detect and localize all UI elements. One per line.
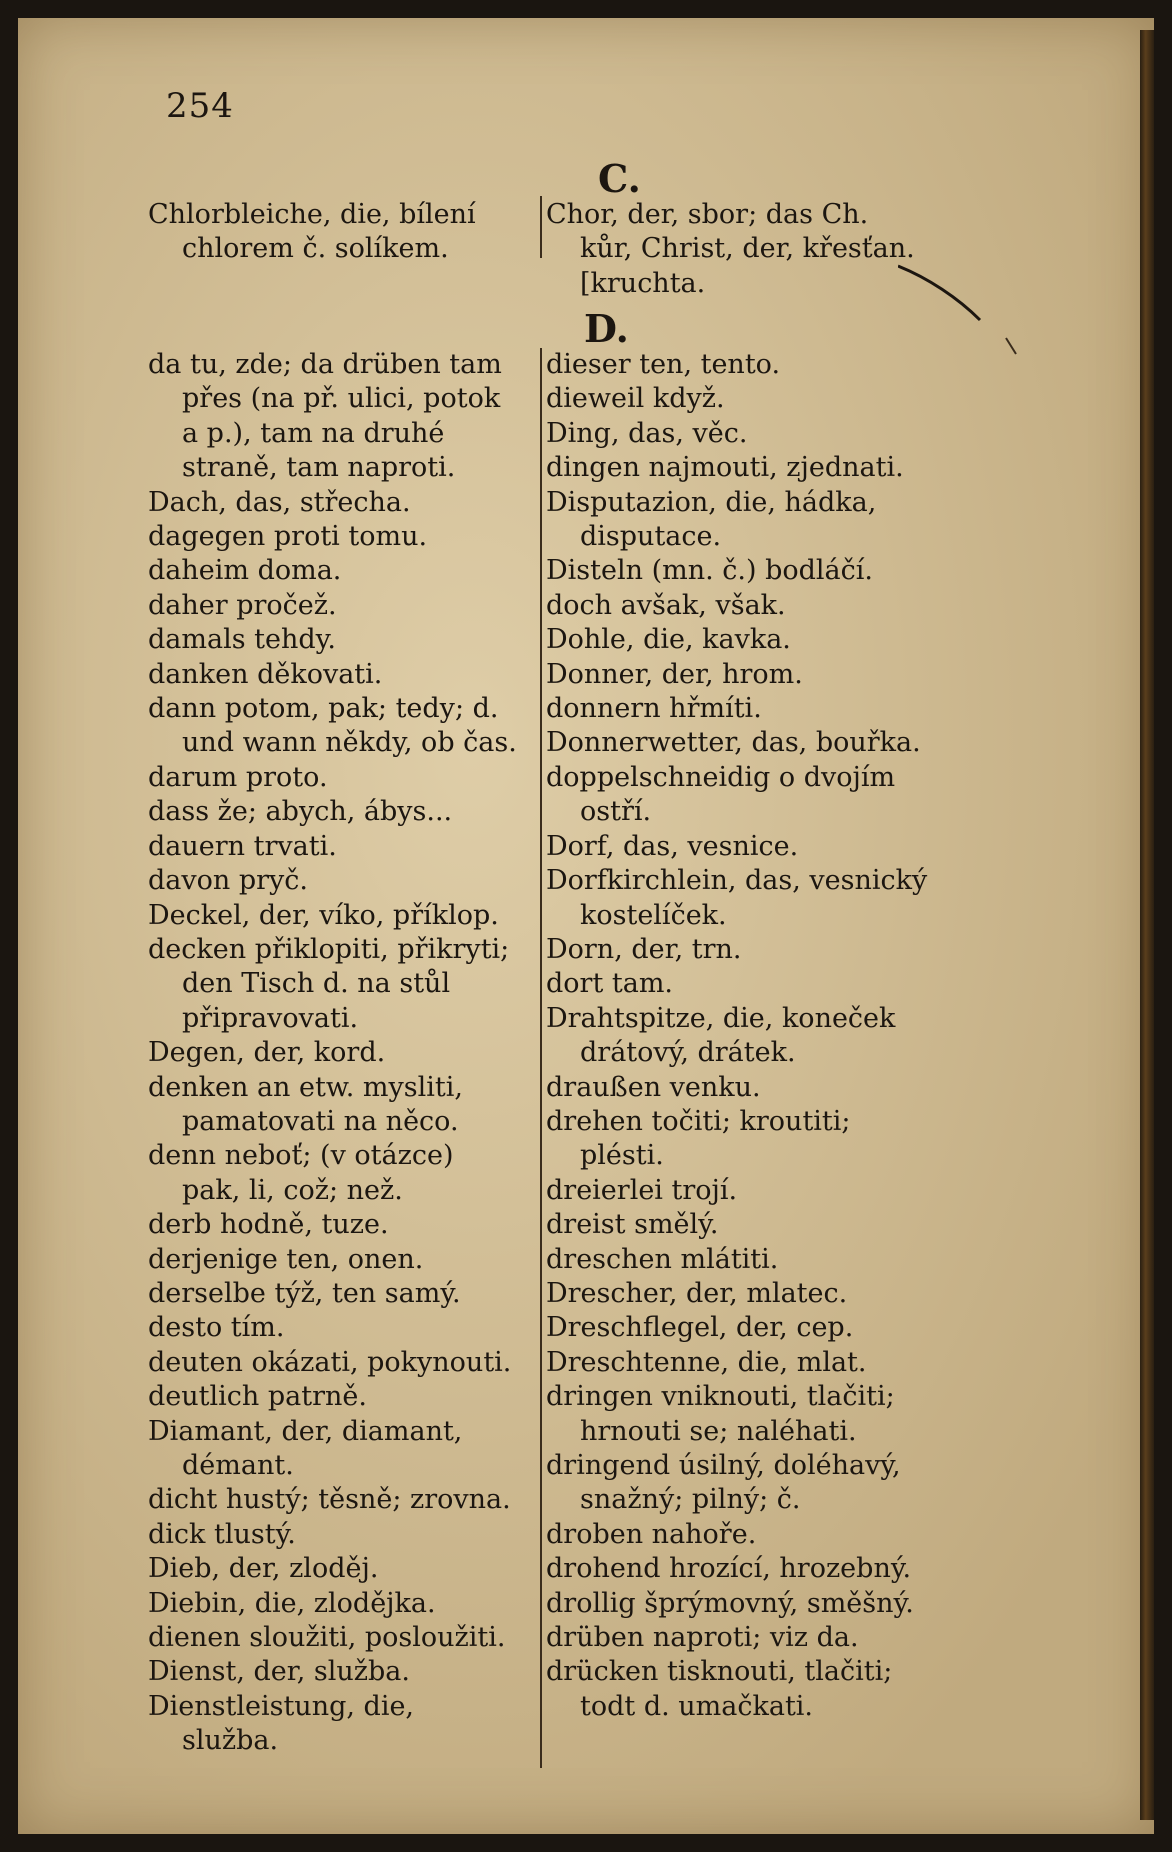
dictionary-entry: Dreschtenne, die, mlat.: [546, 1346, 867, 1378]
dictionary-entry: dreist smělý.: [546, 1209, 719, 1241]
dictionary-entry: deuten okázati, pokynouti.: [148, 1346, 512, 1378]
dictionary-entry: Diebin, die, zlodějka.: [148, 1587, 436, 1619]
dictionary-entry: Disputazion, die, hádka, disputace.: [546, 486, 877, 553]
dictionary-entry: drücken tisknouti, tlačiti; todt d. umačkati.: [546, 1656, 893, 1722]
dictionary-entry: da tu, zde; da drüben tam přes (na př. ulici, potok a p.), tam na druhé straně, tam naproti.: [148, 349, 502, 484]
section-d-left-column: [148, 348, 518, 1759]
section-c-right-column: [546, 198, 928, 301]
dictionary-entry: Ding, das, věc.: [546, 417, 748, 449]
dictionary-entry: dort tam.: [546, 968, 674, 1000]
dictionary-entry: desto tím.: [148, 1312, 285, 1344]
column-divider: [540, 196, 542, 258]
dictionary-entry: drollig šprýmovný, směšný.: [546, 1587, 914, 1619]
section-d-right-column: [546, 348, 928, 1724]
dictionary-entry: darum proto.: [148, 761, 328, 793]
dictionary-entry: dingen najmouti, zjednati.: [546, 452, 904, 484]
dictionary-entry: Chlorbleiche, die, bílení chlorem č. solíkem.: [148, 199, 476, 265]
dictionary-entry: drehen točiti; kroutiti; plésti.: [546, 1105, 851, 1172]
dictionary-entry: daher pročež.: [148, 589, 337, 621]
dictionary-entry: draußen venku.: [546, 1071, 761, 1103]
dictionary-entry: Deckel, der, víko, příklop.: [148, 899, 499, 931]
dictionary-entry: Drahtspitze, die, koneček drátový, drátek.: [546, 1002, 896, 1069]
dictionary-entry: dieser ten, tento.: [546, 349, 781, 380]
dictionary-entry: dienen sloužiti, posloužiti.: [148, 1622, 506, 1654]
dictionary-entry: Dienstleistung, die, služba.: [148, 1690, 415, 1757]
column-divider: [540, 348, 542, 1768]
dictionary-entry: doch avšak, však.: [546, 589, 786, 621]
section-letter-d: D.: [584, 306, 629, 351]
book-spine-edge: [1140, 30, 1154, 1820]
dictionary-entry: donnern hřmíti.: [546, 693, 762, 725]
dictionary-entry: denken an etw. mysliti, pamatovati na něco.: [148, 1071, 463, 1137]
dictionary-entry: damals tehdy.: [148, 624, 336, 656]
dictionary-entry: Dorn, der, trn.: [546, 933, 742, 965]
dictionary-entry: Dorfkirchlein, das, vesnický kostelíček.: [546, 865, 928, 931]
dictionary-entry: derselbe týž, ten samý.: [148, 1277, 461, 1309]
page-number: 254: [166, 86, 234, 126]
dictionary-entry: dauern trvati.: [148, 830, 337, 862]
dictionary-entry: danken děkovati.: [148, 658, 383, 690]
dictionary-entry: derjenige ten, onen.: [148, 1243, 424, 1275]
dictionary-entry: denn neboť; (v otázce) pak, li, což; než.: [148, 1140, 454, 1206]
dictionary-entry: Disteln (mn. č.) bodláčí.: [546, 555, 873, 587]
dictionary-entry: dreierlei trojí.: [546, 1174, 738, 1206]
pen-stroke-mark: [898, 258, 1018, 358]
section-c-left-column: [148, 198, 518, 267]
dictionary-entry: Dorf, das, vesnice.: [546, 830, 799, 862]
dictionary-entry: dieweil když.: [546, 383, 725, 415]
dictionary-entry: dass že; abych, ábys...: [148, 796, 453, 828]
dictionary-entry: Dienst, der, služba.: [148, 1656, 410, 1688]
dictionary-entry: Drescher, der, mlatec.: [546, 1277, 848, 1309]
dictionary-entry: Donnerwetter, das, bouřka.: [546, 727, 921, 759]
dictionary-entry: dann potom, pak; tedy; d. und wann někdy, ob čas.: [148, 693, 517, 759]
dictionary-entry: Donner, der, hrom.: [546, 658, 803, 690]
dictionary-entry: dick tlustý.: [148, 1518, 296, 1550]
dictionary-entry: davon pryč.: [148, 865, 309, 897]
dictionary-entry: dicht hustý; těsně; zrovna.: [148, 1484, 511, 1516]
dictionary-entry: Dohle, die, kavka.: [546, 624, 791, 656]
dictionary-entry: dagegen proti tomu.: [148, 521, 428, 553]
section-letter-c: C.: [598, 156, 641, 201]
dictionary-entry: droben nahoře.: [546, 1518, 757, 1550]
dictionary-entry: dringen vniknouti, tlačiti; hrnouti se; naléhati.: [546, 1381, 895, 1447]
dictionary-entry: deutlich patrně.: [148, 1381, 367, 1413]
dictionary-entry: dreschen mlátiti.: [546, 1243, 779, 1275]
dictionary-entry: Degen, der, kord.: [148, 1037, 386, 1069]
dictionary-entry: derb hodně, tuze.: [148, 1209, 389, 1241]
dictionary-entry: drüben naproti; viz da.: [546, 1622, 859, 1654]
dictionary-entry: Dreschflegel, der, cep.: [546, 1312, 854, 1344]
dictionary-entry: drohend hrozící, hrozebný.: [546, 1553, 912, 1585]
dictionary-entry: decken přiklopiti, přikryti; den Tisch d. na stůl připravovati.: [148, 933, 510, 1034]
dictionary-entry: Chor, der, sbor; das Ch. kůr, Christ, der, křesťan. [kruchta.: [546, 199, 915, 299]
dictionary-entry: dringend úsilný, doléhavý, snažný; pilný; č.: [546, 1450, 901, 1516]
dictionary-entry: daheim doma.: [148, 555, 342, 587]
dictionary-entry: Dach, das, střecha.: [148, 486, 411, 518]
book-page: [18, 18, 1154, 1834]
dictionary-entry: Dieb, der, zloděj.: [148, 1553, 379, 1585]
dictionary-entry: doppelschneidig o dvojím ostří.: [546, 761, 896, 828]
dictionary-entry: Diamant, der, diamant, démant.: [148, 1415, 463, 1481]
